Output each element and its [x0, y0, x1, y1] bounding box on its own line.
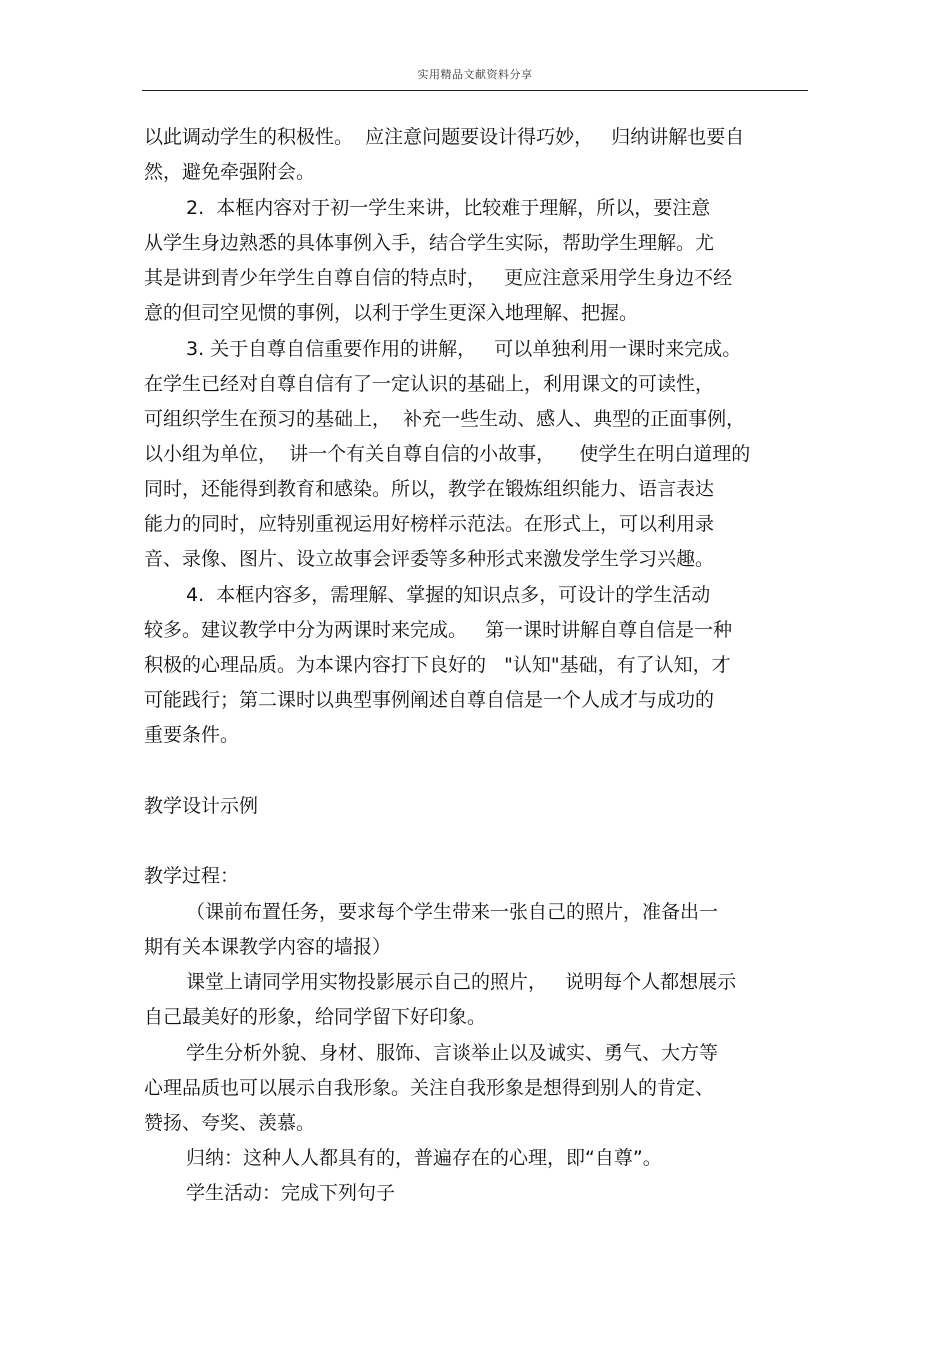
header-divider [142, 90, 808, 91]
page-header: 实用精品文献资料分享 [417, 68, 533, 81]
section-heading: 教学过程： [144, 865, 240, 887]
text-line: 从学生身边熟悉的具体事例入手，结合学生实际，帮助学生理解。尤 [144, 232, 715, 254]
text-line: 意的但司空见惯的事例，以利于学生更深入地理解、把握。 [144, 302, 639, 324]
text-line: 在学生已经对自尊自信有了一定认识的基础上，利用课文的可读性， [144, 373, 715, 395]
text-line: 可能践行；第二课时以典型事例阐述自尊自信是一个人成才与成功的 [144, 689, 715, 711]
text-line: 能力的同时，应特别重视运用好榜样示范法。在形式上，可以利用录 [144, 513, 715, 535]
text-line: 同时，还能得到教育和感染。所以，教学在锻炼组织能力、语言表达 [144, 478, 715, 500]
text-line: 可组织学生在预习的基础上， 补充一些生动、感人、典型的正面事例， [144, 408, 746, 430]
text-line: 较多。建议教学中分为两课时来完成。 第一课时讲解自尊自信是一种 [144, 619, 733, 641]
text-line: （课前布置任务，要求每个学生带来一张自己的照片，准备出一 [186, 901, 719, 923]
text-line: 心理品质也可以展示自我形象。关注自我形象是想得到别人的肯定、 [144, 1077, 715, 1099]
text-line: 重要条件。 [144, 724, 240, 746]
text-line: 课堂上请同学用实物投影展示自己的照片， 说明每个人都想展示 [186, 971, 737, 993]
text-line: 然，避免牵强附会。 [144, 161, 316, 183]
text-line: 期有关本课教学内容的墙报） [144, 936, 392, 958]
text-line: 3. 关于自尊自信重要作用的讲解， 可以单独利用一课时来完成。 [186, 338, 742, 360]
text-line: 归纳：这种人人都具有的，普遍存在的心理，即“自尊”。 [186, 1147, 662, 1169]
text-line: 2. 本框内容对于初一学生来讲，比较难于理解，所以，要注意 [186, 197, 711, 219]
section-heading: 教学设计示例 [144, 795, 259, 817]
text-line: 音、录像、图片、设立故事会评委等多种形式来激发学生学习兴趣。 [144, 548, 715, 570]
text-line: 其是讲到青少年学生自尊自信的特点时， 更应注意采用学生身边不经 [144, 267, 733, 289]
text-line: 以小组为单位， 讲一个有关自尊自信的小故事， 使学生在明白道理的 [144, 443, 751, 465]
text-line: 学生活动：完成下列句子 [186, 1182, 396, 1204]
text-line: 4. 本框内容多，需理解、掌握的知识点多，可设计的学生活动 [186, 584, 711, 606]
text-line: 学生分析外貌、身材、服饰、言谈举止以及诚实、勇气、大方等 [186, 1042, 719, 1064]
text-line: 自己最美好的形象，给同学留下好印象。 [144, 1006, 487, 1028]
text-line: 赞扬、夸奖、羡慕。 [144, 1112, 316, 1134]
text-line: 以此调动学生的积极性。 应注意问题要设计得巧妙， 归纳讲解也要自 [144, 126, 745, 148]
text-line: 积极的心理品质。为本课内容打下良好的 "认知"基础，有了认知，才 [144, 654, 731, 676]
